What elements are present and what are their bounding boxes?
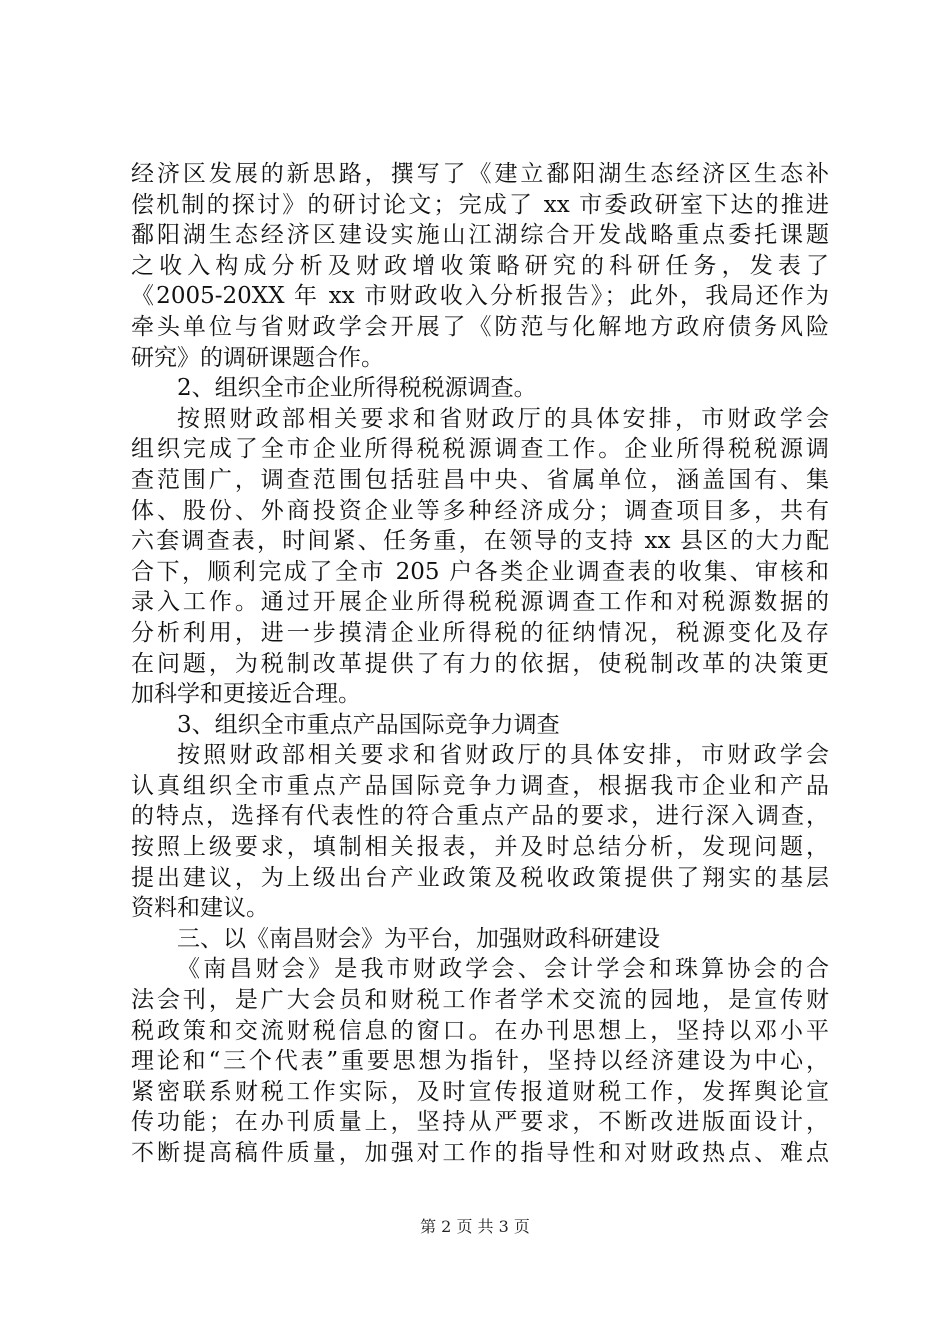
text-line: 不断提高稿件质量，加强对工作的指导性和对财政热点、难点 (131, 1140, 829, 1166)
text-line: 在问题，为税制改革提供了有力的依据，使税制改革的决策更 (131, 650, 829, 677)
text-line: 录入工作。通过开展企业所得税税源调查工作和对税源数据的 (131, 589, 829, 616)
text-line: 加科学和更接近合理。 (131, 681, 361, 708)
text-line: 分析利用，进一步摸清企业所得税的征纳情况，税源变化及存 (131, 619, 829, 646)
text-line: 按照财政部相关要求和省财政厅的具体安排，市财政学会 (177, 405, 829, 432)
text-line: 查范围广，调查范围包括驻昌中央、省属单位，涵盖国有、集 (131, 466, 829, 493)
text-line: 资料和建议。 (131, 895, 269, 922)
text-line: 2、组织全市企业所得税税源调查。 (177, 375, 537, 402)
text-line: 三、以《南昌财会》为平台，加强财政科研建设 (177, 925, 660, 952)
text-line: 按照上级要求，填制相关报表，并及时总结分析，发现问题， (131, 834, 829, 861)
text-line: 的特点，选择有代表性的符合重点产品的要求，进行深入调查， (131, 803, 829, 830)
text-line: 六套调查表，时间紧、任务重，在领导的支持 xx 县区的大力配 (131, 528, 829, 555)
text-line: 税政策和交流财税信息的窗口。在办刊思想上，坚持以邓小平 (131, 1017, 829, 1044)
text-line: 《南昌财会》是我市财政学会、会计学会和珠算协会的合 (177, 956, 829, 983)
text-line: 理论和“三个代表”重要思想为指针，坚持以经济建设为中心， (131, 1048, 829, 1075)
text-line: 合下，顺利完成了全市 205 户各类企业调查表的收集、审核和 (131, 558, 829, 585)
text-line: 经济区发展的新思路，撰写了《建立鄱阳湖生态经济区生态补 (131, 161, 829, 187)
text-line: 认真组织全市重点产品国际竞争力调查，根据我市企业和产品 (131, 772, 829, 799)
text-line: 提出建议，为上级出台产业政策及税收政策提供了翔实的基层 (131, 864, 829, 891)
text-line: 3、组织全市重点产品国际竞争力调查 (177, 711, 560, 738)
text-line: 之收入构成分析及财政增收策略研究的科研任务，发表了 (131, 252, 829, 279)
text-line: 按照财政部相关要求和省财政厅的具体安排，市财政学会 (177, 742, 829, 769)
text-line: 《2005-20XX 年 xx 市财政收入分析报告》；此外，我局还作为 (131, 283, 829, 310)
document-body (131, 159, 829, 1169)
text-line: 组织完成了全市企业所得税税源调查工作。企业所得税税源调 (131, 436, 829, 463)
text-line: 鄱阳湖生态经济区建设实施山江湖综合开发战略重点委托课题 (131, 222, 829, 249)
text-line: 法会刊，是广大会员和财税工作者学术交流的园地，是宣传财 (131, 987, 829, 1014)
text-line: 偿机制的探讨》的研讨论文；完成了 xx 市委政研室下达的推进 (131, 191, 829, 218)
text-line: 紧密联系财税工作实际，及时宣传报道财税工作，发挥舆论宣 (131, 1078, 829, 1105)
text-line: 体、股份、外商投资企业等多种经济成分；调查项目多，共有 (131, 497, 829, 524)
page-footer: 第 2 页 共 3 页 (420, 1217, 530, 1236)
text-line: 研究》的调研课题合作。 (131, 344, 384, 371)
text-line: 传功能；在办刊质量上，坚持从严要求，不断改进版面设计， (131, 1109, 829, 1136)
text-line: 牵头单位与省财政学会开展了《防范与化解地方政府债务风险 (131, 313, 829, 340)
